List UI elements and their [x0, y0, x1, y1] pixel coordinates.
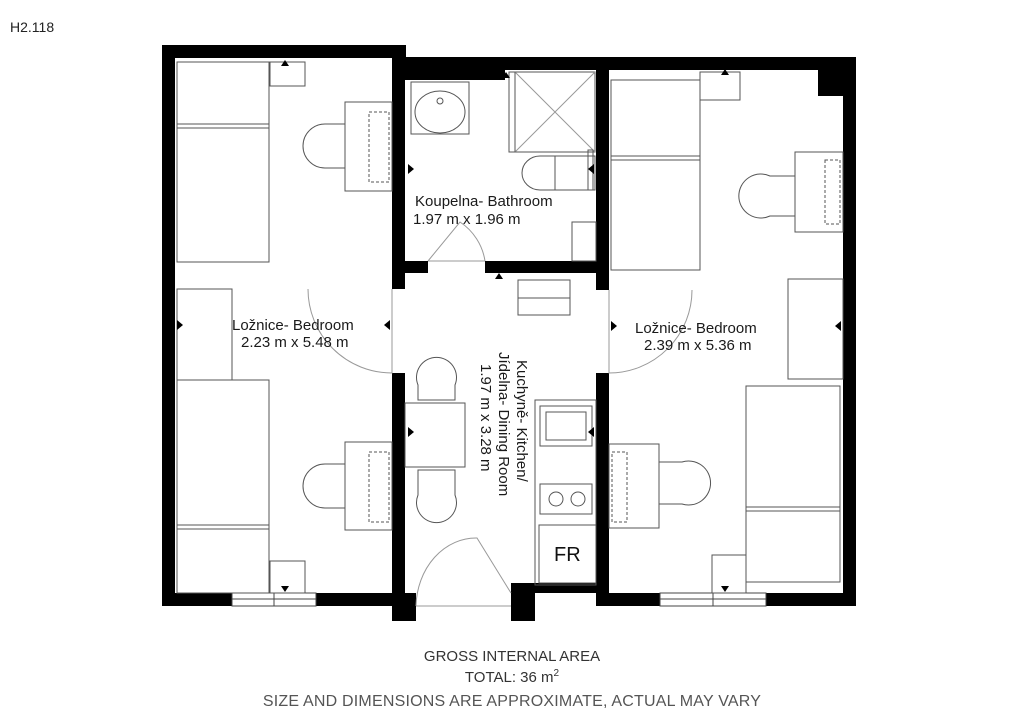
- bathroom-fixtures: [411, 72, 596, 261]
- room-size-bedroom-right: 2.39 m x 5.36 m: [644, 337, 752, 354]
- kitchen-label: [477, 352, 530, 496]
- room-size-bathroom: 1.97 m x 1.96 m: [413, 211, 521, 228]
- disclaimer: SIZE AND DIMENSIONS ARE APPROXIMATE, ACTUAL MAY VARY: [262, 693, 762, 710]
- total-area-value: TOTAL: 36 m: [464, 669, 554, 686]
- room-name-kitchen-line2: Jídelna- Dining Room: [495, 352, 512, 497]
- room-name-bedroom-left: Ložnice- Bedroom: [232, 317, 354, 334]
- room-name-kitchen-line1: Kuchyně- Kitchen/: [513, 360, 530, 482]
- total-area: [0, 668, 1024, 686]
- fridge-label: FR: [554, 544, 581, 566]
- plan-id: H2.118: [10, 19, 55, 35]
- room-size-kitchen: 1.97 m x 3.28 m: [477, 364, 494, 472]
- gross-internal-area-title: GROSS INTERNAL AREA: [423, 648, 601, 665]
- room-name-bathroom: Koupelna- Bathroom: [415, 193, 553, 210]
- room-size-bedroom-left: 2.23 m x 5.48 m: [241, 334, 349, 351]
- room-name-bedroom-right: Ložnice- Bedroom: [635, 320, 757, 337]
- windows: [232, 593, 766, 606]
- total-area-unit-exponent: 2: [553, 668, 560, 679]
